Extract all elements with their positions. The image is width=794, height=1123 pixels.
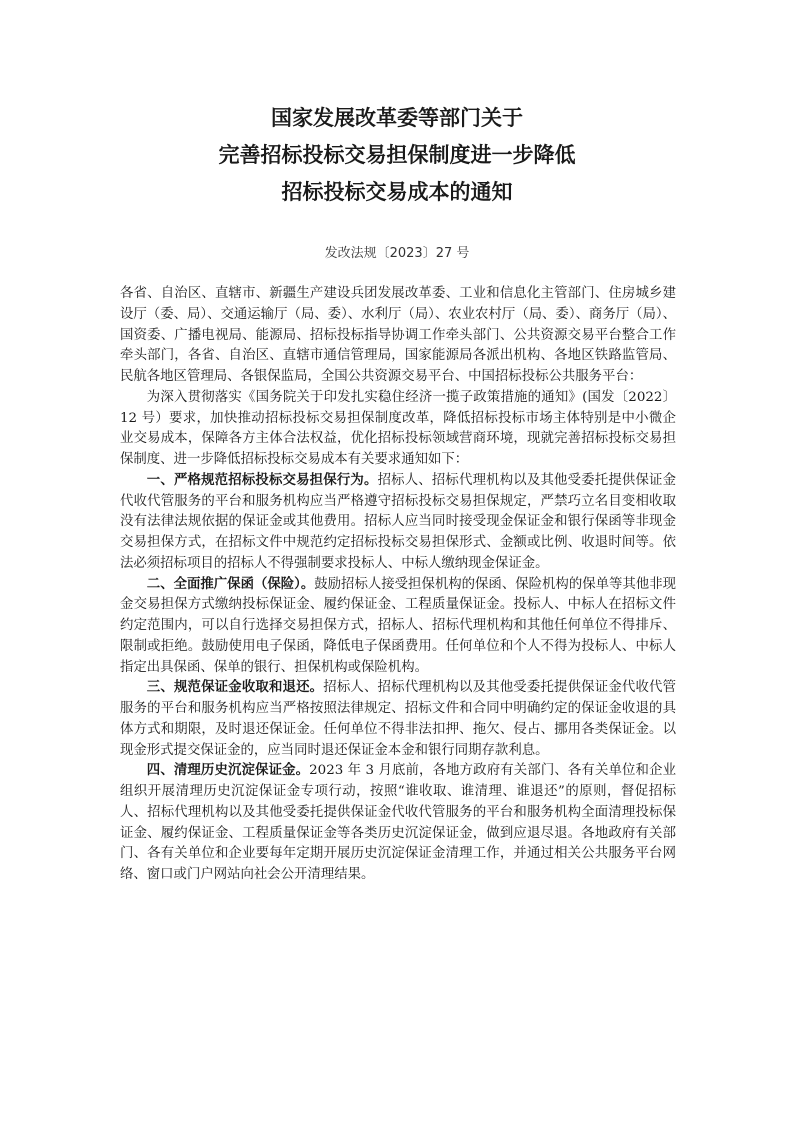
section-2 xyxy=(120,575,676,679)
document-body xyxy=(120,284,676,886)
section-4-heading: 四、清理历史沉淀保证金。 xyxy=(146,763,310,779)
document-title xyxy=(0,100,794,211)
section-2-heading: 二、全面推广保函（保险）。 xyxy=(146,576,315,592)
title-line-2: 完善招标投标交易担保制度进一步降低 xyxy=(218,143,576,167)
section-3-text: 招标人、招标代理机构以及其他受委托提供保证金代收代管服务的平台和服务机构应当严格按照法律规定、招标文件和合同中明确约定的保证金收退的具体方式和期限，及时退还保证金。任何单位不得非法扣押、拖欠、侵占、挪用各类保证金。以现金形式提交保证金的，应当同时退还保证金本金和银行同期存款利息。 xyxy=(120,680,677,758)
section-3-heading: 三、规范保证金收取和退还。 xyxy=(146,680,324,696)
section-2-text: 鼓励招标人接受担保机构的保函、保险机构的保单等其他非现金交易担保方式缴纳投标保证金、履约保证金、工程质量保证金。投标人、中标人在招标文件约定范围内，可以自行选择交易担保方式，招标人、招标代理机构和其他任何单位不得排斥、限制或拒绝。鼓励使用电子保函，降低电子保函费用。任何单位和个人不得为投标人、中标人指定出具保函、保单的银行、担保机构或保险机构。 xyxy=(120,576,676,675)
section-1 xyxy=(120,471,676,575)
section-3 xyxy=(120,678,676,761)
addressees: 各省、自治区、直辖市、新疆生产建设兵团发展改革委、工业和信息化主管部门、住房城乡建设厅（委、局）、交通运输厅（局、委）、水利厅（局）、农业农村厅（局、委）、商务厅（局）、国资委、广播电视局、能源局、招标投标指导协调工作牵头部门、公共资源交易平台整合工作牵头部门，各省、自治区、直辖市通信管理局，国家能源局各派出机构、各地区铁路监管局、民航各地区管理局、各银保监局，全国公共资源交易平台、中国招标投标公共服务平台： xyxy=(120,286,676,384)
section-4-text: 2023 年 3 月底前，各地方政府有关部门、各有关单位和企业组织开展清理历史沉淀保证金专项行动，按照“谁收取、谁清理、谁退还”的原则，督促招标人、招标代理机构以及其他受委托提供保证金代收代管服务的平台和服务机构全面清理投标保证金、履约保证金、工程质量保证金等各类历史沉淀保证金，做到应退尽退。各地政府有关部门、各有关单位和企业要每年定期开展历史沉淀保证金清理工作，并通过相关公共服务平台网络、窗口或门户网站向社会公开清理结果。 xyxy=(120,763,676,882)
section-1-heading: 一、严格规范招标投标交易担保行为。 xyxy=(146,472,378,488)
title-line-3: 招标投标交易成本的通知 xyxy=(281,180,513,204)
document-number: 发改法规〔2023〕27 号 xyxy=(324,246,470,261)
title-line-1: 国家发展改革委等部门关于 xyxy=(271,106,523,130)
section-1-text: 招标人、招标代理机构以及其他受委托提供保证金代收代管服务的平台和服务机构应当严格遵守招标投标交易担保规定，严禁巧立名目变相收取没有法律法规依据的保证金或其他费用。招标人应当同时接受现金保证金和银行保函等非现金交易担保方式，在招标文件中规范约定招标投标交易担保形式、金额或比例、收退时间等。依法必须招标项目的招标人不得强制要求投标人、中标人缴纳现金保证金。 xyxy=(120,472,677,571)
intro-paragraph: 为深入贯彻落实《国务院关于印发扎实稳住经济一揽子政策措施的通知》(国发〔2022〕12 号）要求，加快推动招标投标交易担保制度改革，降低招标投标市场主体特别是中小微企业交易成本，保障各方主体合法权益，优化招标投标领域营商环境，现就完善招标投标交易担保制度、进一步降低招标投标交易成本有关要求通知如下： xyxy=(120,389,676,467)
section-4 xyxy=(120,761,676,886)
